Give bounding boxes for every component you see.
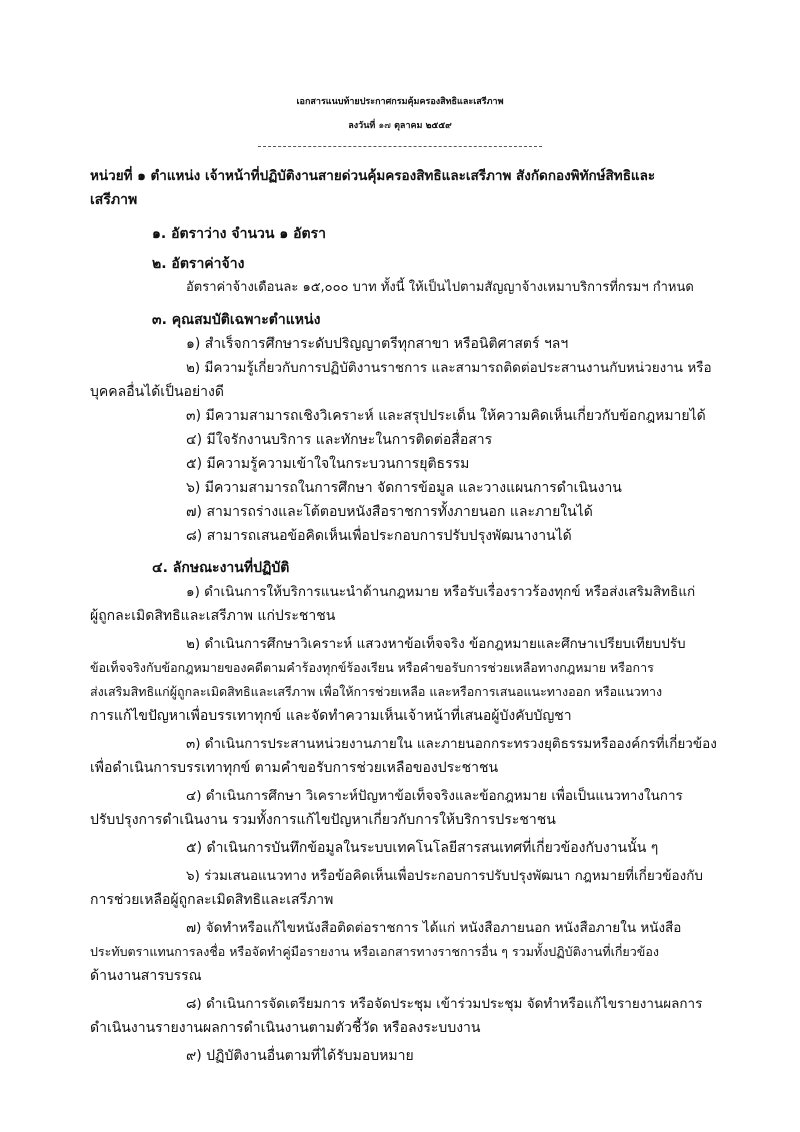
s4-item-2-line4: การแก้ไขปัญหาเพื่อบรรเทาทุกข์ และจัดทำความเห็นเจ้าหน้าที่เสนอผู้บังคับบัญชา xyxy=(90,708,572,724)
s3-item-2-line2: บุคคลอื่นได้เป็นอย่างดี xyxy=(90,384,224,400)
section-2-heading: ๒. อัตราค่าจ้าง xyxy=(152,256,245,272)
s3-item-7: ๗) สามารถร่างและโต้ตอบหนังสือราชการทั้งภายนอก และภายในได้ xyxy=(186,504,593,520)
unit-heading-line2: เสรีภาพ xyxy=(90,192,138,208)
s4-item-4-line2: ปรับปรุงการดำเนินงาน รวมทั้งการแก้ไขปัญหาเกี่ยวกับการให้บริการประชาชน xyxy=(90,812,556,828)
s4-item-6-line1: ๖) ร่วมเสนอแนวทาง หรือข้อคิดเห็นเพื่อประกอบการปรับปรุงพัฒนา กฎหมายที่เกี่ยวข้องกับ xyxy=(186,868,703,884)
s3-item-4: ๔) มีใจรักงานบริการ และทักษะในการติดต่อสื่อสาร xyxy=(186,432,493,448)
section-1-heading: ๑. อัตราว่าง จำนวน ๑ อัตรา xyxy=(152,226,326,242)
s4-item-5: ๕) ดำเนินการบันทึกข้อมูลในระบบเทคโนโลยีสารสนเทศที่เกี่ยวข้องกับงานนั้น ๆ xyxy=(186,840,659,856)
s4-item-7-line3: ด้านงานสารบรรณ xyxy=(90,968,202,984)
s3-item-8: ๘) สามารถเสนอข้อคิดเห็นเพื่อประกอบการปรับปรุงพัฒนางานได้ xyxy=(186,528,572,544)
s3-item-2-line1: ๒) มีความรู้เกี่ยวกับการปฏิบัติงานราชการ และสามารถติดต่อประสานงานกับหน่วยงาน หรือ xyxy=(186,360,712,376)
s4-item-8-line2: ดำเนินงานรายงานผลการดำเนินงานตามตัวชี้วัด หรือลงระบบงาน xyxy=(90,1020,481,1036)
dashed-separator xyxy=(258,146,542,147)
s4-item-9: ๙) ปฏิบัติงานอื่นตามที่ได้รับมอบหมาย xyxy=(186,1048,414,1064)
s4-item-1-line1: ๑) ดำเนินการให้บริการแนะนำด้านกฎหมาย หรือรับเรื่องราวร้องทุกข์ หรือส่งเสริมสิทธิแก่ xyxy=(186,584,696,600)
s3-item-1: ๑) สำเร็จการศึกษาระดับปริญญาตรีทุกสาขา หรือนิติศาสตร์ ฯลฯ xyxy=(186,336,569,352)
s3-item-3: ๓) มีความสามารถเชิงวิเคราะห์ และสรุปประเด็น ให้ความคิดเห็นเกี่ยวกับข้อกฎหมายได้ xyxy=(186,408,706,424)
s4-item-6-line2: การช่วยเหลือผู้ถูกละเมิดสิทธิและเสรีภาพ xyxy=(90,892,334,908)
s4-item-8-line1: ๘) ดำเนินการจัดเตรียมการ หรือจัดประชุม เข้าร่วมประชุม จัดทำหรือแก้ไขรายงานผลการ xyxy=(186,996,703,1012)
s4-item-3-line2: เพื่อดำเนินการบรรเทาทุกข์ ตามคำขอรับการช่วยเหลือของประชาชน xyxy=(90,760,499,776)
date-day: ๑๗ xyxy=(378,121,391,131)
s4-item-4-line1: ๔) ดำเนินการศึกษา วิเคราะห์ปัญหาข้อเท็จจริงและข้อกฎหมาย เพื่อเป็นแนวทางในการ xyxy=(186,788,683,804)
s4-item-3-line1: ๓) ดำเนินการประสานหน่วยงานภายใน และภายนอกกระทรวงยุติธรรมหรือองค์กรที่เกี่ยวข้อง xyxy=(186,736,717,752)
s4-item-7-line2: ประทับตราแทนการลงชื่อ หรือจัดทำคู่มือรายงาน หรือเอกสารทางราชการอื่น ๆ รวมทั้งปฏิบัติงานที่เกี่ยวข้อง xyxy=(90,944,659,959)
s4-item-7-line1: ๗) จัดทำหรือแก้ไขหนังสือติดต่อราชการ ได้แก่ หนังสือภายนอก หนังสือภายใน หนังสือ xyxy=(186,920,682,936)
s3-item-6: ๖) มีความสามารถในการศึกษา จัดการข้อมูล และวางแผนการดำเนินงาน xyxy=(186,480,622,496)
section-3-heading: ๓. คุณสมบัติเฉพาะตำแหน่ง xyxy=(152,312,321,328)
s4-item-2-line1: ๒) ดำเนินการศึกษาวิเคราะห์ แสวงหาข้อเท็จจริง ข้อกฎหมายและศึกษาเปรียบเทียบปรับ xyxy=(186,636,686,652)
document-date xyxy=(0,116,800,136)
s4-item-2-line3: ส่งเสริมสิทธิแก่ผู้ถูกละเมิดสิทธิและเสรีภาพ เพื่อให้การช่วยเหลือ และหรือการเสนอแนะทางออก หรือแนวทาง xyxy=(90,684,663,699)
document-title: เอกสารแนบท้ายประกาศกรมคุ้มครองสิทธิและเสรีภาพ xyxy=(296,97,504,107)
section-4-heading: ๔. ลักษณะงานที่ปฏิบัติ xyxy=(152,560,290,576)
section-2-text: อัตราค่าจ้างเดือนละ ๑๕,๐๐๐ บาท ทั้งนี้ ให้เป็นไปตามสัญญาจ้างเหมาบริการที่กรมฯ กำหนด xyxy=(186,280,694,295)
date-month-year: ตุลาคม ๒๕๕๙ xyxy=(394,121,452,131)
date-prefix: ลงวันที่ xyxy=(348,121,376,131)
unit-heading-line1: หน่วยที่ ๑ ตำแหน่ง เจ้าหน้าที่ปฏิบัติงานสายด่วนคุ้มครองสิทธิและเสรีภาพ สังกัดกองพิทักษ์สิทธิและ xyxy=(90,168,656,184)
s4-item-1-line2: ผู้ถูกละเมิดสิทธิและเสรีภาพ แก่ประชาชน xyxy=(90,608,336,624)
s3-item-5: ๕) มีความรู้ความเข้าใจในกระบวนการยุติธรรม xyxy=(186,456,470,472)
s4-item-2-line2: ข้อเท็จจริงกับข้อกฎหมายของคดีตามคำร้องทุกข์ร้องเรียน หรือคำขอรับการช่วยเหลือทางกฎหมาย หรือการ xyxy=(90,660,654,675)
